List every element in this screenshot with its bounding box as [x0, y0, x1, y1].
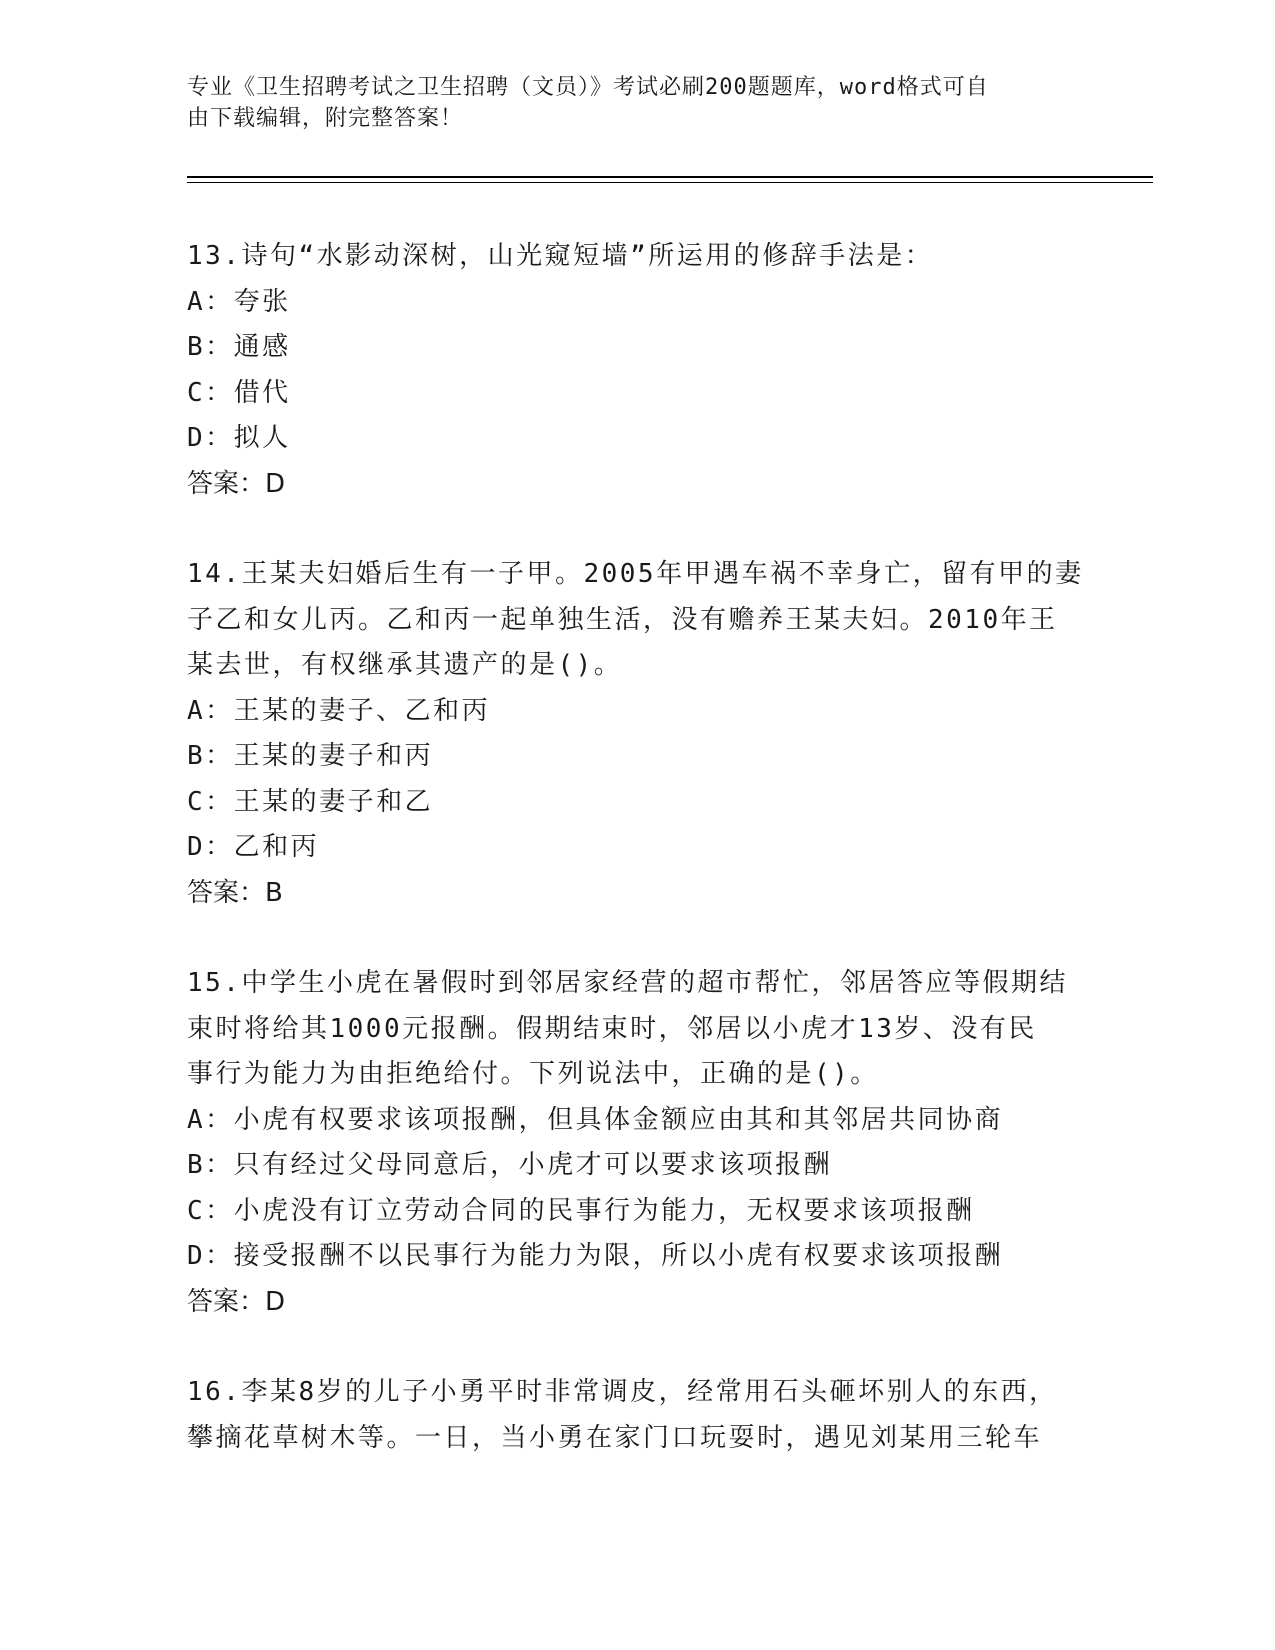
- option-a: A：小虎有权要求该项报酬，但具体金额应由其和其邻居共同协商: [187, 1104, 1004, 1135]
- question-13: [187, 234, 1087, 507]
- option-c: C：小虎没有订立劳动合同的民事行为能力，无权要求该项报酬: [187, 1195, 975, 1226]
- option-b: B：通感: [187, 332, 291, 362]
- option-c: C：借代: [187, 377, 291, 408]
- answer-line: 答案：D: [187, 1286, 286, 1317]
- question-16: [187, 1370, 1087, 1461]
- header-divider-thin: [187, 182, 1153, 183]
- question-text: 束时将给其1000元报酬。假期结束时，邻居以小虎才13岁、没有民: [187, 1013, 1037, 1044]
- question-text: 16.李某8岁的儿子小勇平时非常调皮，经常用石头砸坏别人的东西，: [187, 1377, 1058, 1407]
- question-text: 14.王某夫妇婚后生有一子甲。2005年甲遇车祸不幸身亡，留有甲的妻: [187, 559, 1084, 589]
- option-d: D：乙和丙: [187, 832, 320, 862]
- question-15: [187, 961, 1087, 1325]
- question-text: 某去世，有权继承其遗产的是()。: [187, 650, 623, 680]
- question-text: 子乙和女儿丙。乙和丙一起单独生活，没有赡养王某夫妇。2010年王: [187, 604, 1058, 635]
- option-d: D：拟人: [187, 423, 291, 453]
- question-text: 13.诗句“水影动深树，山光窥短墙”所运用的修辞手法是：: [187, 241, 934, 271]
- answer-line: 答案：B: [187, 877, 283, 908]
- header-line-2: 由下载编辑，附完整答案！: [187, 106, 464, 131]
- question-text: 事行为能力为由拒绝给付。下列说法中，正确的是()。: [187, 1059, 879, 1089]
- question-list: [187, 234, 1087, 1461]
- option-a: A：夸张: [187, 286, 291, 317]
- option-c: C：王某的妻子和乙: [187, 786, 434, 817]
- header-line-1: 专业《卫生招聘考试之卫生招聘（文员）》考试必刷200题题库，word格式可自: [187, 75, 989, 100]
- option-a: A：王某的妻子、乙和丙: [187, 695, 491, 726]
- option-b: B：只有经过父母同意后，小虎才可以要求该项报酬: [187, 1150, 833, 1180]
- document-header: [187, 72, 1087, 134]
- answer-line: 答案：D: [187, 468, 286, 499]
- header-divider-thick: [187, 176, 1153, 178]
- option-d: D：接受报酬不以民事行为能力为限，所以小虎有权要求该项报酬: [187, 1241, 1004, 1271]
- question-14: [187, 552, 1087, 916]
- option-b: B：王某的妻子和丙: [187, 741, 434, 771]
- question-text: 15.中学生小虎在暑假时到邻居家经营的超市帮忙，邻居答应等假期结: [187, 968, 1068, 998]
- question-text: 攀摘花草树木等。一日，当小勇在家门口玩耍时，遇见刘某用三轮车: [187, 1422, 1043, 1453]
